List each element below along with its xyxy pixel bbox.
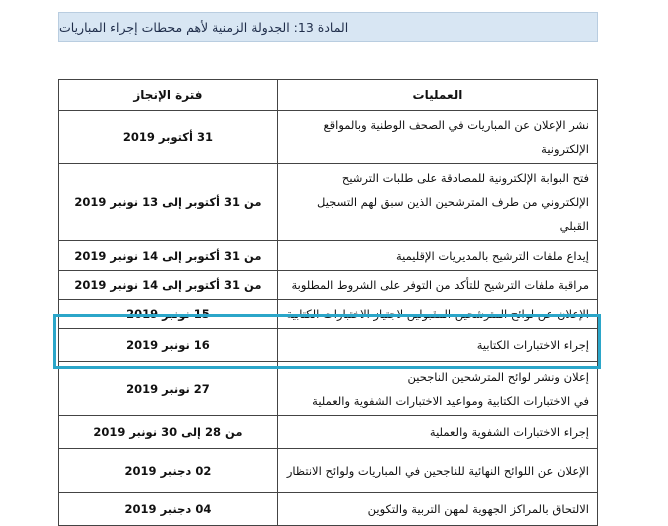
operation-line: إيداع ملفات الترشيح بالمديريات الإقليمية <box>395 248 589 263</box>
operation-line: الإعلان عن لوائح المترشحين المقبولين لاجتياز الاختبارات الكتابية <box>286 307 589 321</box>
operation-cell <box>277 241 597 271</box>
schedule-table <box>58 79 598 526</box>
operation-line: الإعلان عن اللوائح النهائية للناجحين في المباريات ولوائح الانتظار <box>286 463 589 478</box>
operation-line: الإلكتروني من طرف المترشحين الذين سبق لهم التسجيل القبلي <box>316 195 589 233</box>
operation-line: الإلكترونية <box>541 142 589 156</box>
period-cell: 04 دجنبر 2019 <box>59 493 278 526</box>
table-row <box>59 241 598 271</box>
operation-line: إجراء الاختبارات الشفوية والعملية <box>429 425 589 439</box>
operation-line: نشر الإعلان عن المباريات في الصحف الوطنية وبالمواقع <box>323 118 589 132</box>
period-header: فترة الإنجاز <box>59 80 278 111</box>
table-row <box>59 164 598 241</box>
table-row <box>59 111 598 164</box>
operation-cell <box>277 300 597 329</box>
table-row <box>59 493 598 526</box>
operation-cell <box>277 271 597 300</box>
article-title-bar <box>58 12 598 42</box>
period-cell: 31 أكتوبر 2019 <box>59 111 278 164</box>
period-cell: من 31 أكتوبر إلى 14 نونبر 2019 <box>59 241 278 271</box>
operation-cell <box>277 329 597 362</box>
period-cell: 15 نونبر 2019 <box>59 300 278 329</box>
operation-cell <box>277 362 597 416</box>
operation-line: الالتحاق بالمراكز الجهوية لمهن التربية والتكوين <box>367 502 589 516</box>
operation-line: فتح البوابة الإلكترونية للمصادقة على طلبات الترشيح <box>341 171 589 185</box>
operation-cell <box>277 449 597 493</box>
period-cell: 27 نونبر 2019 <box>59 362 278 416</box>
operation-cell <box>277 416 597 449</box>
table-row <box>59 300 598 329</box>
article-title: المادة 13: الجدولة الزمنية لأهم محطات إجراء المباريات <box>59 19 349 35</box>
table-row <box>59 329 598 362</box>
table-header-row <box>59 80 598 111</box>
period-cell: 02 دجنبر 2019 <box>59 449 278 493</box>
table-row <box>59 362 598 416</box>
operation-line: مراقبة ملفات الترشيح للتأكد من التوفر على الشروط المطلوبة <box>291 278 589 292</box>
table-row <box>59 271 598 300</box>
period-cell: من 28 إلى 30 نونبر 2019 <box>59 416 278 449</box>
table-row <box>59 416 598 449</box>
operation-line: إجراء الاختبارات الكتابية <box>476 338 589 352</box>
period-cell: من 31 أكتوبر إلى 13 نونبر 2019 <box>59 164 278 241</box>
operations-header: العمليات <box>277 80 597 111</box>
operation-line: إعلان ونشر لوائح المترشحين الناجحين <box>407 369 589 384</box>
operation-cell <box>277 493 597 526</box>
operation-cell <box>277 111 597 164</box>
period-cell: من 31 أكتوبر إلى 14 نونبر 2019 <box>59 271 278 300</box>
operation-cell <box>277 164 597 241</box>
table-row <box>59 449 598 493</box>
operation-line: في الاختبارات الكتابية ومواعيد الاختبارات الشفوية والعملية <box>312 393 589 408</box>
period-cell: 16 نونبر 2019 <box>59 329 278 362</box>
